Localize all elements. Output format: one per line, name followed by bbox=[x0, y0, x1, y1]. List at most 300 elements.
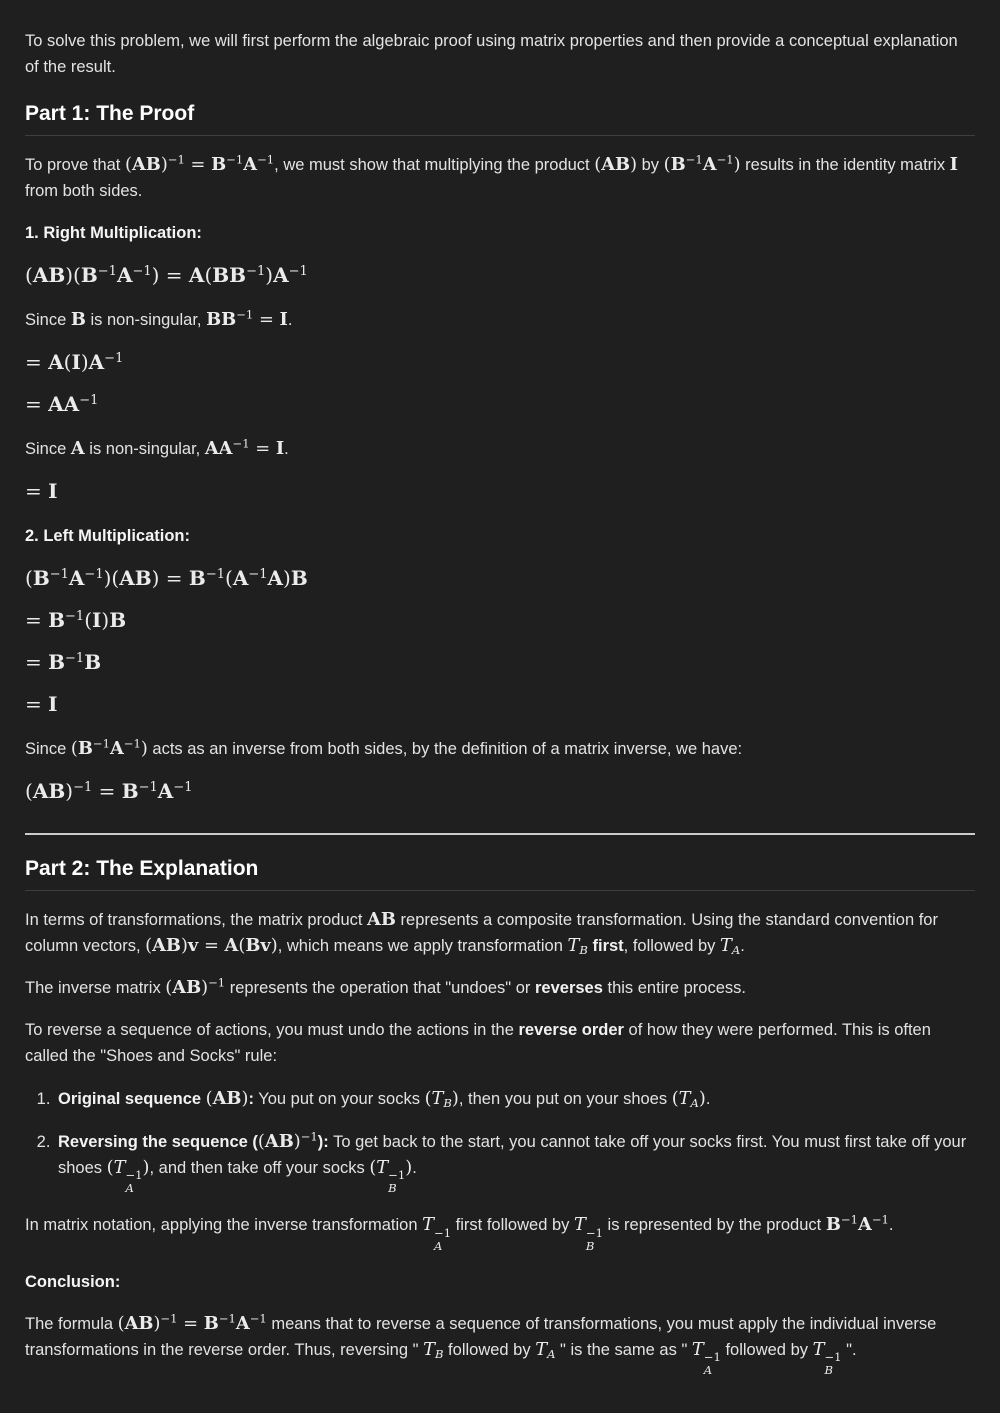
bold-text: reverse order bbox=[518, 1021, 624, 1039]
math-subsup-stack bbox=[434, 1227, 451, 1253]
math-bold-matrix: A bbox=[48, 392, 64, 416]
math-expression bbox=[812, 1338, 842, 1377]
math-superscript: −1 bbox=[104, 350, 124, 366]
math-bold-matrix: B bbox=[206, 309, 222, 330]
math-roman: ) bbox=[80, 350, 89, 374]
math-bold-matrix: B bbox=[615, 154, 631, 175]
math-bold-matrix: A bbox=[32, 263, 49, 287]
math-superscript: −1 bbox=[300, 1129, 318, 1144]
math-roman: ) bbox=[283, 566, 291, 590]
math-roman: ( bbox=[63, 350, 72, 374]
math-bold-matrix: B bbox=[670, 154, 686, 175]
math-roman: ( bbox=[257, 1131, 265, 1152]
math-italic-var: T bbox=[719, 935, 732, 956]
paragraph bbox=[25, 436, 975, 462]
ordered-list bbox=[25, 1086, 975, 1195]
math-expression bbox=[423, 1339, 443, 1360]
paragraph bbox=[25, 907, 975, 959]
math-bold-matrix: A bbox=[70, 438, 85, 459]
math-bold-matrix: A bbox=[32, 779, 49, 803]
math-bold-matrix: A bbox=[232, 566, 249, 590]
math-superscript: −1 bbox=[246, 263, 266, 279]
math-bold-matrix: B bbox=[48, 779, 66, 803]
text-run: means that to reverse a sequence of transformations, you must apply the individual inverse transformations in the reverse order. Thus, reversing " bbox=[25, 1314, 937, 1359]
math-roman: ( bbox=[117, 1312, 125, 1334]
math-bold-matrix: B bbox=[121, 779, 139, 803]
text-run: , followed by bbox=[623, 937, 720, 955]
math-bold-matrix: A bbox=[48, 350, 64, 374]
math-roman: ( bbox=[594, 154, 602, 175]
math-superscript: −1 bbox=[208, 975, 226, 990]
math-roman: ) bbox=[241, 1088, 249, 1109]
text-run: Since bbox=[25, 311, 71, 329]
math-roman: ) = bbox=[151, 566, 189, 590]
math-bold-matrix: A bbox=[131, 154, 146, 175]
math-superscript: −1 bbox=[97, 263, 117, 279]
text-run: is non-singular, bbox=[84, 440, 205, 458]
math-superscript: −1 bbox=[288, 263, 308, 279]
math-bold-matrix: B bbox=[70, 309, 86, 330]
math-superscript: −1 bbox=[248, 566, 268, 582]
math-subscript: B bbox=[585, 1238, 595, 1253]
math-bold-matrix: B bbox=[825, 1214, 841, 1236]
text-run: To get back to the start, you cannot take off your socks first. You must first take off your shoes bbox=[58, 1133, 967, 1177]
section-heading: Part 2: The Explanation bbox=[25, 855, 975, 891]
math-bold-matrix: B bbox=[145, 154, 161, 175]
math-bold-matrix: B bbox=[211, 154, 227, 175]
math-roman: = bbox=[198, 935, 225, 956]
math-roman: = bbox=[253, 309, 280, 330]
math-superscript: −1 bbox=[138, 779, 158, 795]
math-bold-matrix: B bbox=[32, 566, 50, 590]
math-superscript: −1 bbox=[205, 566, 225, 582]
math-roman: ) bbox=[140, 738, 148, 759]
paragraph bbox=[25, 975, 975, 1001]
math-bold-matrix: I bbox=[71, 350, 81, 374]
math-expression bbox=[165, 977, 225, 998]
text-run: , which means we apply transformation bbox=[277, 937, 568, 955]
text-run: represents the operation that "undoes" or bbox=[225, 979, 535, 997]
bold-text: ): bbox=[317, 1133, 329, 1151]
math-subsup-stack bbox=[824, 1351, 841, 1377]
math-roman: ( bbox=[238, 935, 246, 956]
text-run: The inverse matrix bbox=[25, 979, 166, 997]
math-expression bbox=[950, 154, 958, 175]
paragraph bbox=[25, 1212, 975, 1252]
math-roman: = bbox=[184, 154, 212, 175]
math-italic-var: T bbox=[678, 1088, 691, 1109]
math-subsup-stack bbox=[704, 1351, 721, 1377]
math-roman: ( bbox=[663, 154, 671, 175]
math-roman: ) bbox=[65, 779, 74, 803]
paragraph bbox=[25, 1311, 975, 1377]
math-bold-matrix: A bbox=[152, 935, 166, 956]
display-math-line bbox=[25, 691, 975, 720]
math-superscript: −1 bbox=[840, 1212, 858, 1227]
math-subsup-stack bbox=[586, 1227, 603, 1253]
math-superscript: −1 bbox=[585, 1225, 603, 1240]
display-math-line bbox=[25, 478, 975, 507]
text-run: . bbox=[740, 937, 745, 955]
math-bold-matrix: B bbox=[278, 1131, 294, 1152]
math-bold-matrix: A bbox=[109, 738, 124, 759]
math-roman: ) bbox=[451, 1088, 459, 1109]
math-bold-matrix: B bbox=[80, 263, 98, 287]
math-superscript: −1 bbox=[218, 1311, 236, 1326]
display-math-line bbox=[25, 262, 975, 291]
math-bold-matrix: I bbox=[48, 692, 58, 716]
math-subscript: B bbox=[579, 942, 588, 957]
text-run: To reverse a sequence of actions, you must undo the actions in the bbox=[25, 1021, 519, 1039]
math-expression bbox=[25, 350, 123, 374]
math-superscript: −1 bbox=[84, 566, 104, 582]
math-expression bbox=[573, 1214, 603, 1253]
math-subscript: B bbox=[443, 1095, 452, 1110]
display-math-line bbox=[25, 778, 975, 807]
text-run: this entire process. bbox=[602, 979, 746, 997]
document-body bbox=[25, 28, 975, 1377]
text-run: followed by bbox=[443, 1340, 536, 1359]
math-roman: ) bbox=[733, 154, 741, 175]
text-run: . bbox=[284, 440, 289, 458]
text-run: of how they were performed. This is often called the "Shoes and Socks" rule: bbox=[25, 1021, 931, 1065]
math-superscript: −1 bbox=[388, 1168, 406, 1183]
math-subsup-stack bbox=[388, 1169, 405, 1195]
math-superscript: −1 bbox=[160, 1311, 178, 1326]
math-expression bbox=[422, 1214, 452, 1253]
text-run: . bbox=[412, 1159, 417, 1177]
text-run: Since bbox=[25, 440, 71, 458]
math-roman: ) bbox=[293, 1131, 301, 1152]
math-expression bbox=[25, 263, 308, 287]
math-subscript: A bbox=[731, 942, 741, 957]
math-bold-matrix: A bbox=[218, 438, 233, 459]
math-roman: = bbox=[25, 350, 49, 374]
math-bold-matrix: A bbox=[235, 1312, 250, 1334]
math-roman: ( bbox=[424, 1088, 432, 1109]
text-run: from both sides. bbox=[25, 182, 143, 200]
math-bold-matrix: A bbox=[68, 566, 85, 590]
math-bold-matrix: I bbox=[949, 154, 959, 175]
math-bold-matrix: A bbox=[264, 1131, 279, 1152]
list-item bbox=[55, 1086, 975, 1112]
math-bold-matrix: A bbox=[116, 263, 133, 287]
math-bold-matrix: A bbox=[204, 438, 219, 459]
text-run: followed by bbox=[720, 1340, 813, 1359]
math-expression bbox=[125, 154, 274, 175]
math-roman: ( bbox=[145, 935, 153, 956]
math-roman: ) bbox=[405, 1157, 413, 1178]
math-superscript: −1 bbox=[65, 608, 85, 624]
math-subscript: A bbox=[434, 1238, 443, 1253]
math-bold-matrix: B bbox=[188, 566, 206, 590]
text-run: results in the identity matrix bbox=[740, 156, 950, 174]
paragraph bbox=[25, 736, 975, 762]
math-bold-matrix: A bbox=[267, 566, 284, 590]
math-roman: = bbox=[25, 608, 49, 632]
math-bold-matrix: B bbox=[134, 566, 152, 590]
math-bold-matrix: A bbox=[172, 977, 187, 998]
math-superscript: −1 bbox=[232, 436, 250, 451]
math-superscript: −1 bbox=[123, 736, 141, 751]
math-roman: = bbox=[92, 779, 122, 803]
math-italic-var: T bbox=[535, 1338, 548, 1360]
math-roman: ( bbox=[25, 566, 33, 590]
math-superscript: −1 bbox=[92, 736, 110, 751]
math-roman: ) bbox=[101, 608, 110, 632]
math-roman: ( bbox=[671, 1088, 679, 1109]
math-roman: ) bbox=[270, 935, 278, 956]
text-run: . bbox=[287, 311, 293, 329]
math-bold-matrix: B bbox=[77, 738, 93, 759]
math-subsup-stack bbox=[125, 1169, 142, 1195]
math-bold-matrix: B bbox=[245, 935, 261, 956]
text-run: To prove that bbox=[25, 156, 125, 174]
math-expression bbox=[25, 650, 101, 674]
math-roman: = bbox=[25, 392, 49, 416]
bold-text: : bbox=[248, 1090, 254, 1108]
math-expression bbox=[206, 1088, 249, 1109]
math-bold-matrix: B bbox=[165, 935, 181, 956]
text-run: by bbox=[637, 156, 664, 174]
math-superscript: −1 bbox=[73, 779, 93, 795]
math-bold-matrix: A bbox=[119, 566, 135, 590]
math-italic-var: T bbox=[113, 1157, 126, 1178]
math-roman: ( bbox=[106, 1157, 114, 1178]
math-roman: ) = bbox=[151, 263, 189, 287]
text-run: , we must show that multiplying the product bbox=[274, 156, 595, 174]
list-item bbox=[55, 1129, 975, 1195]
math-bold-matrix: A bbox=[224, 935, 239, 956]
text-run: ". bbox=[841, 1340, 857, 1359]
math-superscript: −1 bbox=[125, 1168, 143, 1183]
math-expression bbox=[71, 438, 85, 459]
paragraph bbox=[25, 1017, 975, 1069]
math-bold-matrix: B bbox=[109, 608, 127, 632]
math-expression bbox=[826, 1214, 889, 1235]
math-roman: ) bbox=[630, 154, 638, 175]
text-run: " is the same as " bbox=[555, 1340, 692, 1359]
bold-text: Original sequence bbox=[58, 1090, 206, 1108]
math-bold-matrix: B bbox=[229, 263, 247, 287]
math-roman: ) bbox=[160, 154, 168, 175]
math-roman: = bbox=[25, 650, 49, 674]
text-run: represents a composite transformation. Using the standard convention for column vectors, bbox=[25, 911, 938, 955]
math-bold-matrix: B bbox=[138, 1312, 154, 1334]
math-roman: ) bbox=[180, 935, 188, 956]
text-run: is non-singular, bbox=[85, 311, 207, 329]
bold-text: first bbox=[592, 937, 624, 955]
math-expression bbox=[106, 1157, 150, 1196]
math-roman: )( bbox=[65, 263, 81, 287]
math-roman: = bbox=[25, 479, 49, 503]
math-roman: ( bbox=[204, 263, 213, 287]
math-superscript: −1 bbox=[703, 1349, 721, 1364]
math-expression bbox=[594, 154, 637, 175]
math-bold-matrix: I bbox=[92, 608, 102, 632]
math-superscript: −1 bbox=[871, 1212, 889, 1227]
paragraph bbox=[25, 307, 975, 333]
display-math-line bbox=[25, 565, 975, 594]
math-bold-matrix: B bbox=[48, 263, 66, 287]
math-expression bbox=[25, 566, 308, 590]
text-run: first followed by bbox=[451, 1216, 574, 1235]
math-expression bbox=[425, 1088, 459, 1109]
text-run: In terms of transformations, the matrix product bbox=[25, 911, 368, 929]
math-roman: = bbox=[249, 438, 276, 459]
math-roman: ) bbox=[265, 263, 274, 287]
bold-text: reverses bbox=[535, 979, 603, 997]
math-bold-matrix: B bbox=[203, 1312, 219, 1334]
math-superscript: −1 bbox=[49, 566, 69, 582]
math-roman: ) bbox=[142, 1157, 150, 1178]
section-heading: Part 1: The Proof bbox=[25, 100, 975, 136]
math-roman: ( bbox=[25, 779, 33, 803]
math-roman: )( bbox=[103, 566, 120, 590]
text-run: In matrix notation, applying the inverse transformation bbox=[25, 1216, 423, 1235]
answer-document bbox=[25, 28, 975, 1377]
math-expression bbox=[369, 1157, 413, 1196]
math-bold-matrix: B bbox=[48, 650, 66, 674]
math-expression bbox=[145, 935, 278, 956]
text-run: acts as an inverse from both sides, by the definition of a matrix inverse, we have: bbox=[147, 740, 743, 758]
math-bold-matrix: A bbox=[88, 350, 105, 374]
math-bold-matrix: B bbox=[290, 566, 308, 590]
math-roman: ) bbox=[153, 1312, 161, 1334]
math-subscript: B bbox=[388, 1181, 397, 1196]
math-bold-matrix: B bbox=[212, 263, 230, 287]
math-roman: = bbox=[177, 1312, 204, 1334]
math-subscript: A bbox=[547, 1346, 556, 1361]
math-superscript: −1 bbox=[132, 263, 152, 279]
math-bold-matrix: I bbox=[48, 479, 58, 503]
display-math-line bbox=[25, 649, 975, 678]
math-bold-matrix: A bbox=[857, 1214, 872, 1236]
math-italic-var: T bbox=[691, 1338, 704, 1360]
text-run: Since bbox=[25, 740, 71, 758]
section-divider bbox=[25, 833, 975, 835]
math-roman: ( bbox=[70, 738, 78, 759]
math-expression bbox=[258, 1131, 318, 1152]
math-superscript: −1 bbox=[226, 152, 244, 167]
math-superscript: −1 bbox=[249, 1311, 267, 1326]
math-superscript: −1 bbox=[79, 392, 99, 408]
math-bold-matrix: A bbox=[367, 909, 381, 930]
math-roman: ) bbox=[201, 977, 209, 998]
bold-subheading: Conclusion: bbox=[25, 1272, 121, 1291]
math-roman: ( bbox=[165, 977, 173, 998]
math-superscript: −1 bbox=[65, 650, 85, 666]
math-expression bbox=[568, 935, 588, 956]
math-expression bbox=[25, 692, 57, 716]
math-roman: ) bbox=[698, 1088, 706, 1109]
math-bold-matrix: v bbox=[187, 935, 199, 956]
math-bold-matrix: B bbox=[48, 608, 66, 632]
math-bold-matrix: I bbox=[275, 438, 285, 459]
math-superscript: −1 bbox=[173, 779, 193, 795]
bold-subheading: 2. Left Multiplication: bbox=[25, 527, 190, 545]
math-italic-var: T bbox=[423, 1338, 435, 1360]
math-bold-matrix: A bbox=[702, 154, 717, 175]
math-superscript: −1 bbox=[824, 1349, 842, 1364]
math-expression bbox=[25, 779, 193, 803]
math-bold-matrix: A bbox=[124, 1312, 139, 1334]
math-superscript: −1 bbox=[167, 152, 185, 167]
math-bold-matrix: A bbox=[157, 779, 174, 803]
math-expression bbox=[118, 1313, 267, 1334]
math-expression bbox=[25, 479, 57, 503]
math-italic-var: T bbox=[422, 1214, 435, 1236]
math-italic-var: T bbox=[573, 1214, 586, 1236]
math-roman: ( bbox=[369, 1157, 377, 1178]
paragraph bbox=[25, 152, 975, 204]
math-roman: ( bbox=[84, 608, 93, 632]
math-expression bbox=[25, 608, 126, 632]
math-expression bbox=[206, 309, 288, 330]
text-run: To solve this problem, we will first perform the algebraic proof using matrix properties and then provide a conceptual explanation of the result. bbox=[25, 32, 958, 76]
math-roman: ( bbox=[25, 263, 33, 287]
math-subscript: B bbox=[824, 1362, 833, 1377]
math-expression bbox=[71, 738, 148, 759]
math-expression bbox=[672, 1088, 706, 1109]
math-roman: ( bbox=[124, 154, 132, 175]
math-expression bbox=[71, 309, 86, 330]
math-expression bbox=[691, 1338, 721, 1377]
math-superscript: −1 bbox=[434, 1225, 452, 1240]
math-italic-var: T bbox=[812, 1338, 825, 1360]
math-bold-matrix: B bbox=[380, 909, 396, 930]
math-bold-matrix: A bbox=[188, 263, 205, 287]
math-subscript: B bbox=[434, 1346, 444, 1361]
math-roman: = bbox=[25, 692, 49, 716]
display-math-line bbox=[25, 607, 975, 636]
math-bold-matrix: A bbox=[212, 1088, 227, 1109]
math-superscript: −1 bbox=[236, 307, 254, 322]
math-bold-matrix: A bbox=[243, 154, 258, 175]
math-superscript: −1 bbox=[716, 152, 734, 167]
bold-text: Reversing the sequence ( bbox=[58, 1133, 258, 1151]
display-math-line bbox=[25, 349, 975, 378]
math-expression bbox=[205, 438, 284, 459]
math-expression bbox=[367, 909, 396, 930]
math-bold-matrix: I bbox=[279, 309, 288, 330]
text-run: The formula bbox=[25, 1314, 118, 1333]
bold-subheading: 1. Right Multiplication: bbox=[25, 224, 202, 242]
math-superscript: −1 bbox=[257, 152, 275, 167]
paragraph bbox=[25, 28, 975, 80]
math-bold-matrix: B bbox=[186, 977, 202, 998]
math-subscript: A bbox=[125, 1181, 134, 1196]
math-expression bbox=[664, 154, 741, 175]
math-superscript: −1 bbox=[685, 152, 703, 167]
text-run: , and then take off your socks bbox=[149, 1159, 370, 1177]
math-bold-matrix: B bbox=[226, 1088, 242, 1109]
text-run: . bbox=[705, 1090, 711, 1108]
math-subscript: A bbox=[690, 1095, 699, 1110]
math-subscript: A bbox=[703, 1362, 713, 1377]
text-run: is represented by the product bbox=[602, 1216, 826, 1235]
math-bold-matrix: B bbox=[84, 650, 102, 674]
text-run: . bbox=[888, 1216, 894, 1235]
display-math-line bbox=[25, 391, 975, 420]
math-expression bbox=[535, 1339, 555, 1360]
math-italic-var: T bbox=[431, 1088, 444, 1109]
math-expression bbox=[25, 392, 98, 416]
math-bold-matrix: A bbox=[273, 263, 289, 287]
math-roman: ( bbox=[205, 1088, 213, 1109]
math-roman: ( bbox=[225, 566, 233, 590]
math-italic-var: T bbox=[376, 1157, 389, 1178]
